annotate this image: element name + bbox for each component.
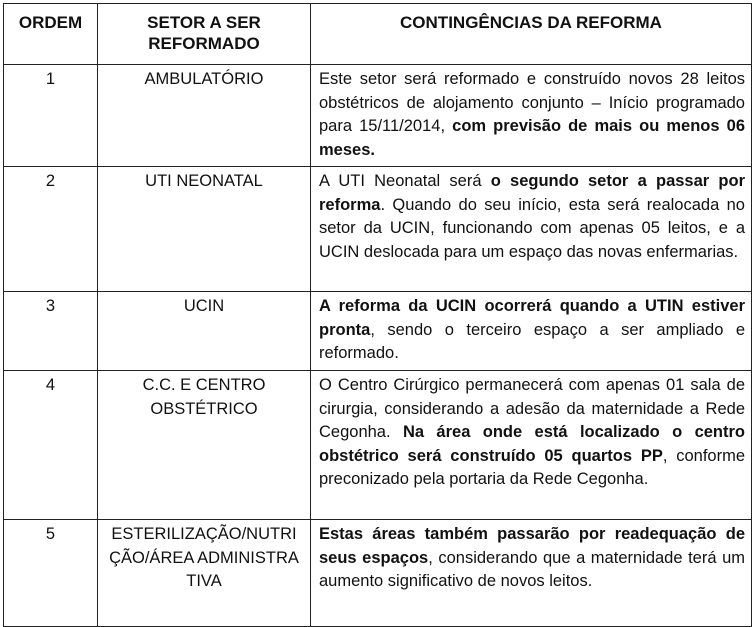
contingencia-cell: [311, 167, 752, 292]
ordem-cell: 1: [4, 65, 98, 167]
setor-cell: [98, 371, 311, 520]
table-row: [4, 292, 752, 371]
ordem-cell: 5: [4, 520, 98, 627]
setor-text: C.C. E CENTRO OBSTÉTRICO: [142, 376, 266, 418]
contingencia-bold-text: o segundo setor a passar por reforma: [319, 172, 745, 214]
table-row: [4, 371, 752, 520]
header-ordem: ORDEM: [4, 4, 98, 65]
setor-cell: [98, 520, 311, 627]
contingencia-text: , conforme preconizado pela portaria da Rede Cegonha.: [319, 446, 746, 488]
contingencia-cell: [311, 65, 752, 167]
table-row: [4, 65, 752, 167]
contingencia-text: , considerando que a maternidade terá um aumento significativo de novos leitos.: [319, 548, 746, 590]
contingencia-text: Este setor será reformado e construído novos 28 leitos obstétricos de alojamento conjunto – Início programado para 15/11/2014,: [319, 70, 745, 135]
contingencia-cell: [311, 520, 752, 627]
contingencia-bold-text: A reforma da UCIN ocorrerá quando a UTIN estiver pronta: [319, 297, 745, 339]
contingencia-text: , sendo o terceiro espaço a ser ampliado e reformado.: [319, 320, 745, 362]
setor-cell: UTI NEONATAL: [98, 167, 311, 292]
table-row: [4, 167, 752, 292]
table-row: [4, 520, 752, 627]
ordem-cell: 3: [4, 292, 98, 371]
contingencia-text: . Quando do seu início, esta será realocada no setor da UCIN, funcionando com apenas 05 leitos, e a UCIN deslocada para um espaço das novas enfermarias.: [319, 195, 745, 261]
setor-text: ESTERILIZAÇÃO/NUTRIÇÃO/ÁREA ADMINISTRATIVA: [109, 525, 299, 590]
header-contingencias: CONTINGÊNCIAS DA REFORMA: [311, 4, 752, 65]
ordem-cell: 2: [4, 167, 98, 292]
contingencia-bold-text: com previsão de mais ou menos 06 meses.: [319, 117, 745, 159]
ordem-cell: 4: [4, 371, 98, 520]
header-setor-text: SETOR A SER REFORMADO: [147, 13, 261, 53]
setor-cell: AMBULATÓRIO: [98, 65, 311, 167]
setor-cell: UCIN: [98, 292, 311, 371]
reform-table: [3, 3, 752, 627]
contingencia-bold-text: Na área onde está localizado o centro obstétrico será construído 05 quartos PP: [319, 423, 745, 465]
contingencia-cell: [311, 292, 752, 371]
contingencia-cell: [311, 371, 752, 520]
contingencia-bold-text: Estas áreas também passarão por readequação de seus espaços: [319, 525, 745, 567]
contingencia-text: A UTI Neonatal será: [319, 172, 491, 190]
header-setor: [98, 4, 311, 65]
header-row: [4, 4, 752, 65]
contingencia-text: O Centro Cirúrgico permanecerá com apenas 01 sala de cirurgia, considerando a adesão da maternidade a Rede Cegonha.: [319, 376, 745, 441]
